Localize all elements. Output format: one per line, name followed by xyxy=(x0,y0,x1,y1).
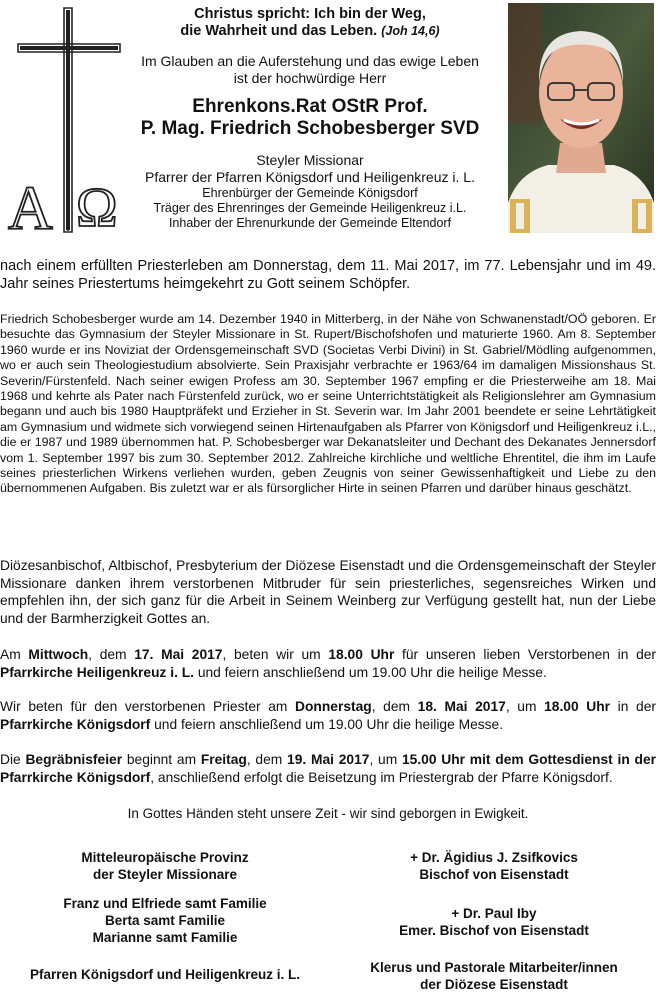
cross-alpha-omega-icon xyxy=(4,4,126,236)
belief-line-2: ist der hochwürdige Herr xyxy=(233,70,387,86)
role-2: Pfarrer der Pfarren Königsdorf und Heiligenkreuz i. L. xyxy=(145,169,475,185)
belief-line-1: Im Glauben an die Auferstehung und das ewige Leben xyxy=(141,53,479,69)
signature-clergy: Klerus und Pastorale Mitarbeiter/innen der Diözese Eisenstadt xyxy=(370,960,618,992)
signature-bishop: + Dr. Ägidius J. Zsifkovics Bischof von Eisenstadt xyxy=(410,850,578,882)
prayer-wednesday: Am Mittwoch, dem 17. Mai 2017, beten wir um 18.00 Uhr für unseren lieben Verstorbenen in der Pfarrkirche Heiligenkreuz i. L. und feiern anschließend um 19.00 Uhr die heilige Messe. xyxy=(0,647,657,680)
role-1: Steyler Missionar xyxy=(256,152,364,168)
bible-quote xyxy=(120,6,500,40)
belief-statement xyxy=(120,53,500,87)
signature-family: Franz und Elfriede samt Familie Berta samt Familie Marianne samt Familie xyxy=(63,896,267,945)
signature-parishes: Pfarren Königsdorf und Heiligenkreuz i. L. xyxy=(29,967,301,982)
alpha-symbol: A xyxy=(8,175,53,236)
portrait-photo xyxy=(508,3,654,233)
roles-list xyxy=(110,152,510,231)
portrait-illustration xyxy=(508,3,654,233)
role-3: Ehrenbürger der Gemeinde Königsdorf xyxy=(202,186,418,200)
name-title-line: Ehrenkons.Rat OStR Prof. xyxy=(192,96,428,117)
role-5: Inhaber der Ehrenurkunde der Gemeinde Eltendorf xyxy=(168,216,452,230)
deceased-name xyxy=(110,96,510,140)
quote-line-1: Christus spricht: Ich bin der Weg, xyxy=(194,6,426,22)
signature-emeritus-bishop: + Dr. Paul Iby Emer. Bischof von Eisenstadt xyxy=(399,906,589,938)
signature-province: Mitteleuropäische Provinz der Steyler Missionare xyxy=(81,850,249,882)
prayer-thursday: Wir beten für den verstorbenen Priester am Donnerstag, dem 18. Mai 2017, um 18.00 Uhr in der Pfarrkirche Königsdorf und feiern anschließend um 19.00 Uhr die heilige Messe. xyxy=(0,699,656,732)
funeral-details: Die Begräbnisfeier beginnt am Freitag, dem 19. Mai 2017, um 15.00 Uhr mit dem Gottesdienst in der Pfarrkirche Königsdorf, anschließend erfolgt die Beisetzung im Priestergrab der Pfarre Königsdorf. xyxy=(0,752,656,785)
thanks-paragraph: Diözesanbischof, Altbischof, Presbyterium der Diözese Eisenstadt und die Ordensgemeinschaft der Steyler Missionare danken ihrem verstorbenen Mitbruder für sein priesterliches, segensreiches Wirken und empfehlen ihn, der sich ganz für die Arbeit in Seinem Weinberg zur Verfügung gestellt hat, nun der Liebe und der Barmherzigkeit Gottes an. xyxy=(0,558,656,626)
quote-reference: (Joh 14,6) xyxy=(381,24,440,38)
intro-text: nach einem erfüllten Priesterleben am Donnerstag, dem 11. Mai 2017, im 77. Lebensjahr und im 49. Jahr seines Priestertums heimgekehrt zu Gott seinem Schöpfer. xyxy=(0,258,656,292)
biography-text: Friedrich Schobesberger wurde am 14. Dezember 1940 in Mitterberg, in der Nähe von Schwanenstadt/OÖ geboren. Er besuchte das Gymnasium der Steyler Missionare in St. Rupert/Bischofshofen und maturierte 1960. Am 8. September 1960 wurde er ins Noviziat der Ordensgemeinschaft SVD (Societas Verbi Divini) in St. Gabriel/Mödling aufgenommen, wo er auch sein Theologiestudium absolvierte. Sein Praxisjahr verbrachte er 1963/64 im damaligen Missionshaus St. Severin/Fürstenfeld. Nach seiner ewigen Profess am 30. September 1967 empfing er die Priesterweihe am 18. Mai 1968 und kehrte als Pater nach Fürstenfeld zurück, wo er seine Unterrichtstätigkeit als Religionslehrer am Gymnasium begann und auch bis 1980 Hauptpräfekt und Erzieher in St. Severin war. Im Jahr 2001 beendete er seine Lehrtätigkeit am Gymnasium und widmete sich vorwiegend seinen Hirtenaufgaben als Pfarrer von Königsdorf und Heiligenkreuz i.L., die er 1987 und 1989 übernommen hat. P. Schobesberger war Dekanatsleiter und Dechant des Dekanates Jennersdorf vom 1. September 1997 bis zum 30. September 2012. Zahlreiche kirchliche und weltliche Ehrentitel, die ihm im Laufe seines priesterlichen Wirkens verliehen wurden, geben Zeugnis von seiner Gewissenhaftigkeit und Liebe zu den übernommenen Aufgaben. Bis zuletzt war er als fürsorglicher Hirte in seinen Pfarren und darüber hinaus geschätzt. xyxy=(0,312,656,496)
name-line: P. Mag. Friedrich Schobesberger SVD xyxy=(140,118,480,139)
closing-line: In Gottes Händen steht unsere Zeit - wir sind geborgen in Ewigkeit. xyxy=(127,806,529,821)
omega-symbol: Ω xyxy=(76,177,118,236)
quote-line-2: die Wahrheit und das Leben. (Joh 14,6) xyxy=(180,23,440,39)
role-4: Träger des Ehrenringes der Gemeinde Heiligenkreuz i.L. xyxy=(153,201,467,215)
